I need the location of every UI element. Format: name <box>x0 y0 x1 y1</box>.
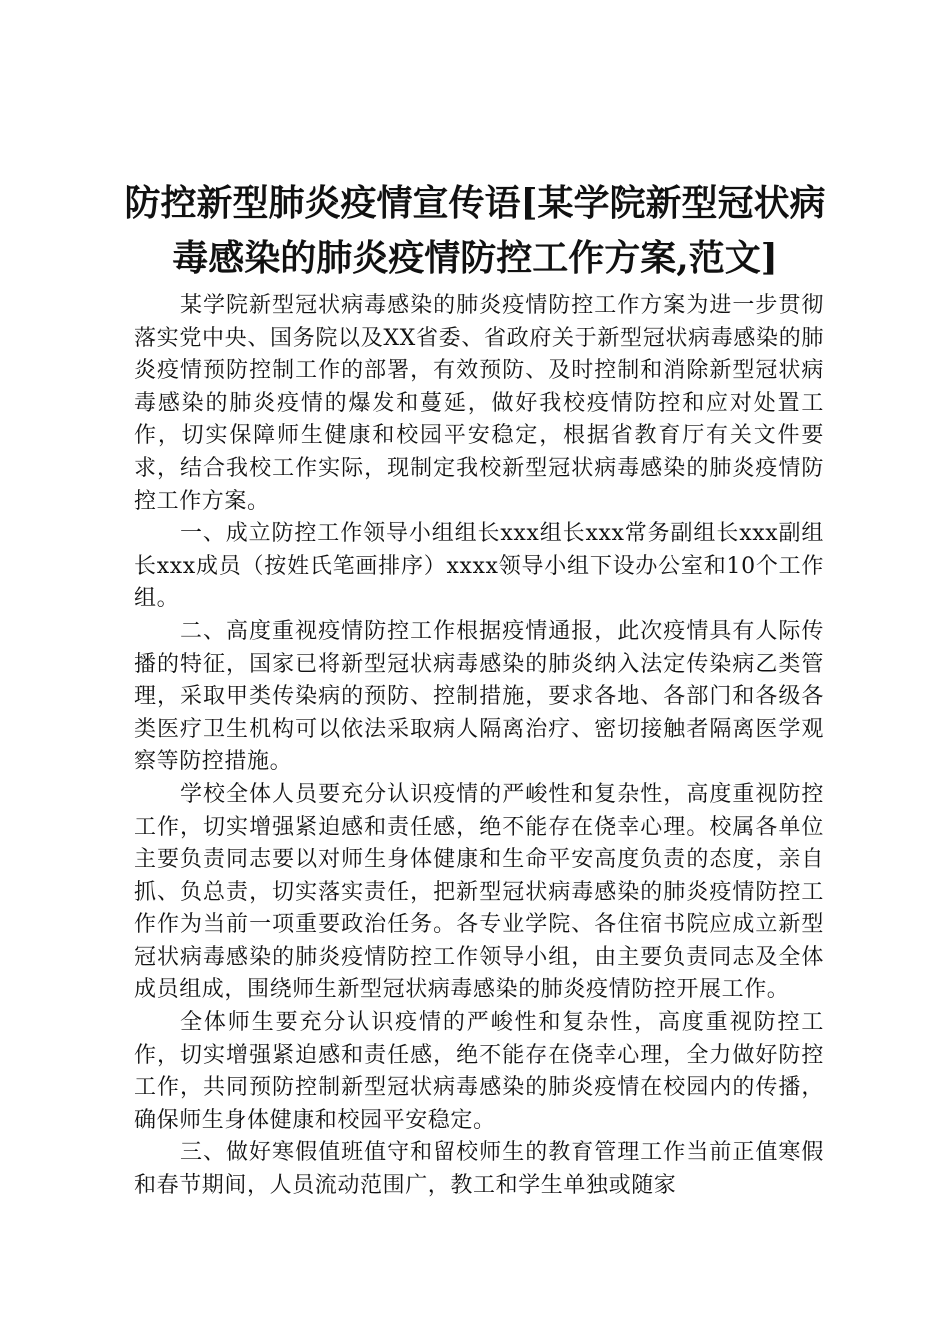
paragraph: 三、做好寒假值班值守和留校师生的教育管理工作当前正值寒假和春节期间，人员流动范围广，教工和学生单独或随家 <box>134 1140 824 1199</box>
paragraph: 一、成立防控工作领导小组组长xxx组长xxx常务副组长xxx副组长xxx成员（按姓氏笔画排序）xxxx领导小组下设办公室和10个工作组。 <box>134 521 824 612</box>
title-line-1 <box>100 176 850 231</box>
paragraph: 二、高度重视疫情防控工作根据疫情通报，此次疫情具有人际传播的特征，国家已将新型冠状病毒感染的肺炎纳入法定传染病乙类管理，采取甲类传染病的预防、控制措施，要求各地、各部门和各级各类医疗卫生机构可以依法采取病人隔离治疗、密切接触者隔离医学观察等防控措施。 <box>134 618 824 775</box>
document-body <box>134 290 824 1203</box>
paragraph: 全体师生要充分认识疫情的严峻性和复杂性，高度重视防控工作，切实增强紧迫感和责任感，绝不能存在侥幸心理，全力做好防控工作，共同预防控制新型冠状病毒感染的肺炎疫情在校园内的传播，确保师生身体健康和校园平安稳定。 <box>134 1010 824 1133</box>
title-line-2 <box>100 231 850 286</box>
paragraph: 学校全体人员要充分认识疫情的严峻性和复杂性，高度重视防控工作，切实增强紧迫感和责任感，绝不能存在侥幸心理。校属各单位主要负责同志要以对师生身体健康和生命平安高度负责的态度，亲自抓、负总责，切实落实责任，把新型冠状病毒感染的肺炎疫情防控工作作为当前一项重要政治任务。各专业学院、各住宿书院应成立新型冠状病毒感染的肺炎疫情防控工作领导小组，由主要负责同志及全体成员组成，围绕师生新型冠状病毒感染的肺炎疫情防控开展工作。 <box>134 781 824 1003</box>
paragraph: 某学院新型冠状病毒感染的肺炎疫情防控工作方案为进一步贯彻落实党中央、国务院以及XX省委、省政府关于新型冠状病毒感染的肺炎疫情预防控制工作的部署，有效预防、及时控制和消除新型冠状病毒感染的肺炎疫情的爆发和蔓延，做好我校疫情防控和应对处置工作，切实保障师生健康和校园平安稳定，根据省教育厅有关文件要求，结合我校工作实际，现制定我校新型冠状病毒感染的肺炎疫情防控工作方案。 <box>134 293 824 514</box>
title-line-1-text: 防控新型肺炎疫情宣传语[某学院新型冠状病 <box>124 182 826 224</box>
title-line-2-text: 毒感染的肺炎疫情防控工作方案,范文] <box>172 237 778 279</box>
document-title <box>100 176 850 286</box>
